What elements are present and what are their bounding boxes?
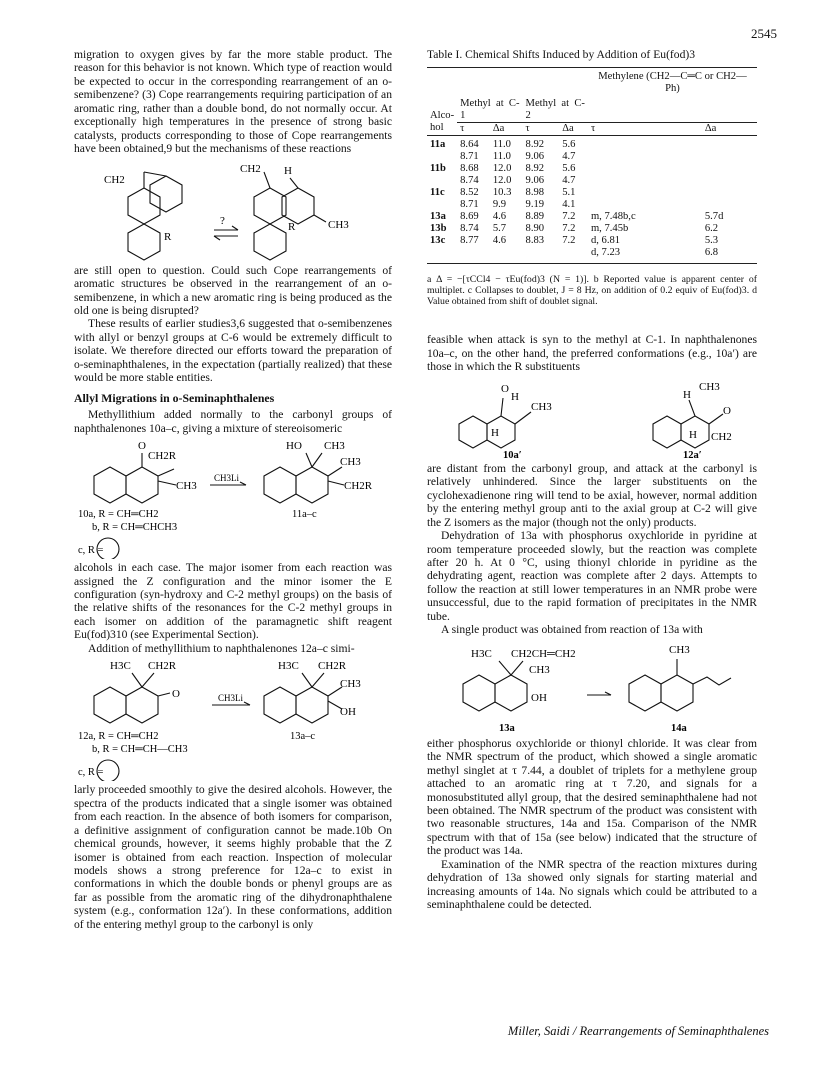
paragraph: migration to oxygen gives by far the more stable product. The reason for this behavior is not known. Which type of reaction would be expected to occur in the corresponding rearrangement of an o-semibenzene? (3) Cope rearrangements requiring participation of an aromatic ring, rather than a double bond, do not normally occur. At exceptionally high temperatures in the presence of strong basic catalysts, products corresponding to those of Cope rearrangements have been obtained,9 but the mechanisms of these reactions: [74, 48, 392, 156]
table-cell: 7.2: [562, 223, 576, 235]
label-ch2: CH2: [711, 430, 732, 443]
conformation-figure: [427, 376, 757, 460]
table-cell: 8.98: [525, 187, 545, 199]
table-cell: 6.2: [704, 223, 719, 235]
right-column: [427, 48, 757, 912]
table-cell: 9.06: [525, 151, 545, 163]
table-row: [427, 163, 757, 175]
label-oh: OH: [531, 691, 547, 704]
paragraph: A single product was obtained from reaction of 13a with: [441, 623, 703, 637]
label-ch3: CH3: [340, 678, 361, 691]
label-10b: b, R = CH═CHCH3: [92, 522, 178, 534]
paragraph: Examination of the NMR spectra of the reaction mixtures during dehydration of 13a showed only signals for starting material and increasing amounts of 14a. No signals which could be attributed to a seminaphthalene could be detected.: [427, 857, 757, 912]
table-cell: 11.0: [492, 151, 511, 163]
table-cell: 5.7: [492, 223, 507, 235]
header-c1: Methyl at C-1: [460, 98, 520, 122]
header-tau: τ: [588, 123, 702, 136]
header-alcohol: Alco- hol: [430, 110, 455, 134]
paragraph: feasible when attack is syn to the methyl at C-1. In naphthalenones 10a–c, on the other hand, the preferred conformations (e.g., 10a′) are those in which the R substituents: [427, 333, 757, 374]
table-cell: 5.3: [704, 235, 719, 247]
label-h: H: [683, 388, 691, 401]
table-row: [427, 235, 757, 247]
label-h: H: [689, 428, 697, 441]
table-cell: 8.52: [460, 187, 479, 199]
table-cell: 8.71: [460, 151, 479, 163]
label-o: O: [138, 440, 146, 453]
label-reagent: CH3Li: [214, 473, 240, 484]
label-r: R: [164, 230, 172, 243]
table-cell: 12.0: [492, 175, 512, 187]
label-12b: b, R = CH═CH—CH3: [92, 744, 188, 756]
label-ch3: CH3: [340, 456, 361, 469]
table-cell: 8.71: [460, 199, 479, 211]
table-row: [427, 199, 757, 211]
header-delta: Δa: [559, 123, 588, 136]
label-ch3: CH3: [324, 440, 345, 453]
table-cell: d, 6.81: [590, 235, 621, 247]
label-chain: CH2CH═CH2: [511, 647, 576, 660]
table-cell: [702, 199, 757, 211]
table-cell: 9.9: [492, 199, 507, 211]
table-cell: 5.7d: [704, 211, 724, 223]
table-cell: 7.2: [562, 235, 576, 247]
page-number: 2545: [751, 26, 777, 41]
table-cell: 4.7: [562, 151, 576, 163]
label-h: H: [491, 426, 499, 439]
page-footer: Miller, Saidi / Rearrangements of Seminaphthalenes: [507, 1024, 769, 1038]
label-12c: c, R =: [78, 767, 104, 779]
cell-compound: 13a: [430, 211, 446, 223]
label-h3c: H3C: [471, 647, 492, 660]
table-cell: 8.64: [460, 139, 479, 151]
label-14a: 14a: [671, 722, 687, 734]
header-methylene: Methylene (CH2—C═C or CH2—Ph): [598, 71, 747, 95]
table-cell: 9.19: [525, 199, 545, 211]
table-cell: 8.68: [460, 163, 479, 175]
table-cell: [457, 247, 490, 259]
table-row: [427, 223, 757, 235]
label-r: R: [288, 220, 296, 233]
label-h: H: [511, 390, 519, 403]
label-o: O: [723, 404, 731, 417]
table-cell: 4.6: [492, 211, 507, 223]
table-cell: 8.83: [525, 235, 545, 247]
table-cell: [490, 247, 523, 259]
table-row: [427, 175, 757, 187]
table-cell: [702, 163, 757, 175]
table-cell: 12.0: [492, 163, 512, 175]
table-cell: 8.69: [460, 211, 479, 223]
header-delta: Δa: [702, 123, 757, 136]
cell-compound: 11c: [430, 187, 445, 199]
cope-scheme-figure: [74, 158, 392, 262]
label-10a-prime: 10a′: [503, 449, 522, 460]
paragraph: Methyllithium added normally to the carbonyl groups of naphthalenones 10a–c, giving a mixture of stereoisomeric: [74, 408, 392, 435]
label-reagent: CH3Li: [218, 693, 244, 704]
scheme-10-to-11-figure: [74, 437, 392, 559]
table-cell: 8.92: [525, 139, 545, 151]
cell-compound: 11b: [430, 163, 446, 175]
table-row: [427, 247, 757, 259]
cell-compound: 11a: [430, 139, 446, 151]
table-cell: [702, 175, 757, 187]
table-cell: 4.7: [562, 175, 576, 187]
label-10c: c, R =: [78, 545, 104, 557]
table-cell: 11.0: [492, 139, 511, 151]
table-cell: 9.06: [525, 175, 545, 187]
table-cell: 5.6: [562, 139, 576, 151]
cell-compound: 13c: [430, 235, 446, 247]
cell-compound: 13b: [430, 223, 447, 235]
label-h: H: [284, 164, 292, 177]
label-ch2: CH2: [104, 173, 125, 186]
paragraph: are still open to question. Could such Cope rearrangements of aromatic structures be observed in the rearrangement of an o-semibenzene, in which a new aromatic ring is being produced as the old one is being disrupted?: [74, 263, 392, 317]
paragraph: Dehydration of 13a with phosphorus oxychloride in pyridine at room temperature proceeded slowly, but the reaction was complete after 20 h. At 0 °C, using thionyl chloride in pyridine as the dehydrating agent, reaction was complete after 2 days. Attempts to follow the reaction at still lower temperatures in an NMR probe were unsuccessful, due to the rapid formation of precipitates in the NMR tube.: [427, 529, 757, 623]
paragraph: either phosphorus oxychloride or thionyl chloride. It was clear from the NMR spectrum of the product, which showed a single aromatic methyl singlet at τ 7.44, a doublet of triplets for a methylene group attached to an aromatic ring at τ 7.20, and signals for a monosubstituted allyl group, that the desired seminaphthalene had not been obtained. The NMR spectrum of the product was consistent with two reasonable structures, 14a and 15a. Comparison of the NMR spectrum with that of 15a (see below) indicated that the structure of the product was 14a.: [427, 736, 757, 858]
table-cell: 5.1: [562, 187, 576, 199]
table-cell: [559, 247, 588, 259]
table-row: [427, 136, 757, 152]
table-cell: [702, 151, 757, 163]
table-row: [427, 187, 757, 199]
table-cell: [702, 136, 757, 152]
table-footnote: a Δ = −[τCCl4 − τEu(fod)3 (N = 1)]. b Reported value is apparent center of multiplet. c Collapses to doublet, J = 8 Hz, on addition of 0.2 equiv of Eu(fod)3. d Value obtained from shift of doublet signal.: [427, 274, 757, 308]
table-cell: 8.92: [525, 163, 545, 175]
table-cell: [588, 187, 702, 199]
cell-compound: [427, 199, 457, 211]
table-cell: m, 7.48b,c: [590, 211, 636, 223]
label-ch3: CH3: [328, 218, 349, 231]
table-cell: 6.8: [704, 247, 719, 259]
paragraph: larly proceeded smoothly to give the desired alcohols. However, the spectra of the products indicated that a single isomer was obtained from each reaction. In the absence of both isomers for comparison, a definitive assignment of configuration cannot be made.10b On chemical grounds, however, it seems highly probable that the Z isomer is obtained from each reaction. Inspection of molecular models shows a strong preference for 12a–c to exist in conformations in which the double bonds or phenyl groups are as far as possible from the aromatic ring of the dihydronaphthalene system (e.g., conformation 12a′). In these conformations, addition of the entering methyl group to the carbonyl is only: [74, 783, 392, 931]
label-13: 13a–c: [290, 731, 316, 743]
label-h3c: H3C: [110, 660, 131, 673]
label-ch3: CH3: [531, 400, 552, 413]
label-10a: 10a, R = CH═CH2: [78, 509, 159, 521]
cell-compound: [427, 175, 457, 187]
shift-table: [427, 67, 757, 259]
header-tau: τ: [457, 123, 490, 136]
paragraph: alcohols in each case. The major isomer from each reaction was assigned the Z configuration and the minor isomer the E configuration (syn-hydroxy and C-2 methyl groups) on the basis of the relative shifts of the resonances for the C-2 methyl groups in each isomer on addition of the paramagnetic shift reagent Eu(fod)310 (see Experimental Section).: [74, 561, 392, 642]
header-delta: Δa: [490, 123, 523, 136]
table-cell: [523, 247, 560, 259]
label-12a: 12a, R = CH═CH2: [78, 731, 159, 743]
table-cell: 8.89: [525, 211, 545, 223]
table-cell: [588, 175, 702, 187]
label-12a-prime: 12a′: [683, 449, 702, 460]
table-cell: 4.6: [492, 235, 507, 247]
scheme-12-to-13-figure: [74, 657, 392, 781]
section-heading: Allyl Migrations in o-Seminaphthalenes: [74, 390, 275, 405]
label-ch2r: CH2R: [148, 660, 177, 673]
table-cell: [702, 187, 757, 199]
table-cell: 10.3: [492, 187, 512, 199]
left-column: [74, 48, 392, 931]
paragraph: Addition of methyllithium to naphthalenones 12a–c simi-: [88, 641, 355, 655]
table-cell: [588, 163, 702, 175]
table-cell: 8.77: [460, 235, 479, 247]
label-o: O: [501, 382, 509, 395]
table-cell: 8.74: [460, 175, 479, 187]
label-ch3: CH3: [669, 643, 690, 656]
table-cell: d, 7.23: [590, 247, 621, 259]
label-oh: OH: [340, 706, 356, 719]
cell-compound: [427, 151, 457, 163]
paragraph: are distant from the carbonyl group, and attack at the carbonyl is relatively unhindered. Since the larger substituents on the cyclohexadienone ring will tend to be axial, however, normal addition by the entering methyl group anti to the axial group at C-2 will give the Z isomers as the major (though not the only) products.: [427, 461, 757, 529]
label-h3c: H3C: [278, 660, 299, 673]
label-ch3: CH3: [529, 663, 550, 676]
cell-compound: [427, 247, 457, 259]
dehydration-scheme-figure: [427, 639, 757, 735]
table-cell: 7.2: [562, 211, 576, 223]
label-ch2r: CH2R: [318, 660, 347, 673]
table-cell: 4.1: [562, 199, 576, 211]
paragraph: These results of earlier studies3,6 suggested that o-semibenzenes with allyl or benzyl groups at C-6 would be extremely difficult to isolate. We therefore directed our efforts toward the preparation of o-seminaphthalenes, in the expectation (partially realized) that these would be more stable entities.: [74, 317, 392, 385]
label-11: 11a–c: [292, 509, 317, 521]
table-row: [427, 211, 757, 223]
label-ch2r: CH2R: [148, 450, 177, 463]
label-13a: 13a: [499, 722, 515, 734]
table-cell: 5.6: [562, 163, 576, 175]
label-q: ?: [220, 214, 225, 227]
table-cell: 8.74: [460, 223, 479, 235]
table-cell: [588, 151, 702, 163]
label-ch3: CH3: [176, 480, 197, 493]
label-ch3: CH3: [699, 380, 720, 393]
label-ch2r: CH2R: [344, 480, 373, 493]
table-cell: m, 7.45b: [590, 223, 629, 235]
table-cell: [588, 199, 702, 211]
table-cell: [588, 136, 702, 152]
header-tau: τ: [523, 123, 560, 136]
table-cell: 8.90: [525, 223, 545, 235]
table-row: [427, 151, 757, 163]
header-c2: Methyl at C-2: [525, 98, 585, 122]
label-ho: HO: [286, 440, 302, 453]
table-caption: Table I. Chemical Shifts Induced by Addition of Eu(fod)3: [427, 48, 696, 61]
label-o: O: [172, 688, 180, 701]
label-ch2: CH2: [240, 162, 261, 175]
